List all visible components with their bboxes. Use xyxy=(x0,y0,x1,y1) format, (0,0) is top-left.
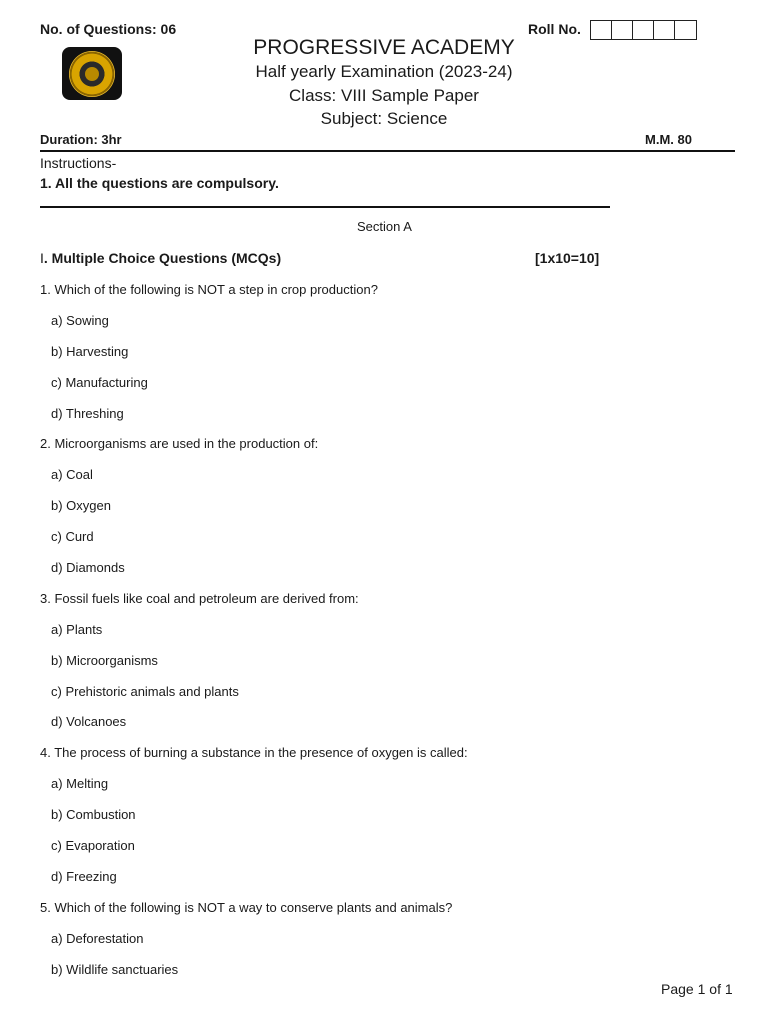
question-list xyxy=(40,282,468,992)
instructions-divider xyxy=(40,206,610,208)
answer-option: c) Evaporation xyxy=(51,838,135,854)
answer-option: d) Diamonds xyxy=(51,560,125,576)
answer-option: b) Wildlife sanctuaries xyxy=(51,961,179,977)
answer-option: a) Coal xyxy=(51,467,93,483)
part-roman: I xyxy=(40,250,44,266)
page-current: 1 xyxy=(697,981,706,997)
roll-number-label: Roll No. xyxy=(528,21,581,37)
answer-option: b) Harvesting xyxy=(51,343,129,359)
class-line: Class: VIII Sample Paper xyxy=(289,86,479,105)
question-text: 4. The process of burning a substance in the presence of oxygen is called: xyxy=(40,745,468,761)
answer-option: c) Prehistoric animals and plants xyxy=(51,683,239,699)
page-of: of xyxy=(705,981,725,997)
answer-option: d) Freezing xyxy=(51,868,117,884)
school-name: PROGRESSIVE ACADEMY xyxy=(253,36,515,59)
part-heading xyxy=(40,250,281,266)
answer-option: c) Manufacturing xyxy=(51,374,148,390)
page-indicator xyxy=(661,981,733,997)
question-text: 1. Which of the following is NOT a step in crop production? xyxy=(40,282,378,297)
section-title: Section A xyxy=(357,219,412,234)
answer-option: d) Volcanoes xyxy=(51,714,127,730)
question-text: 5. Which of the following is NOT a way to conserve plants and animals? xyxy=(40,899,453,915)
answer-option: d) Threshing xyxy=(51,405,124,421)
answer-option: b) Oxygen xyxy=(51,498,111,514)
page-total: 1 xyxy=(724,981,733,997)
answer-option: a) Melting xyxy=(51,776,109,792)
answer-option: c) Curd xyxy=(51,529,94,545)
question-text: 3. Fossil fuels like coal and petroleum are derived from: xyxy=(40,590,359,606)
max-marks: M.M. 80 xyxy=(645,132,692,147)
question-count: No. of Questions: 06 xyxy=(40,21,177,37)
instruction-item: 1. All the questions are compulsory. xyxy=(40,175,279,191)
part-title: . Multiple Choice Questions (MCQs) xyxy=(43,250,282,266)
duration: Duration: 3hr xyxy=(40,132,122,147)
answer-option: b) Combustion xyxy=(51,807,136,823)
part-marks: [1x10=10] xyxy=(535,250,600,266)
answer-option: a) Plants xyxy=(51,621,103,637)
subject-line: Subject: Science xyxy=(320,109,448,128)
page-prefix: Page xyxy=(661,981,698,997)
answer-option: a) Sowing xyxy=(51,312,109,328)
instructions-heading: Instructions- xyxy=(40,155,117,171)
header-divider xyxy=(40,150,735,152)
exam-title: Half yearly Examination (2023-24) xyxy=(255,62,513,81)
answer-option: a) Deforestation xyxy=(51,930,144,946)
answer-option: b) Microorganisms xyxy=(51,652,158,668)
question-text: 2. Microorganisms are used in the production of: xyxy=(40,436,319,452)
